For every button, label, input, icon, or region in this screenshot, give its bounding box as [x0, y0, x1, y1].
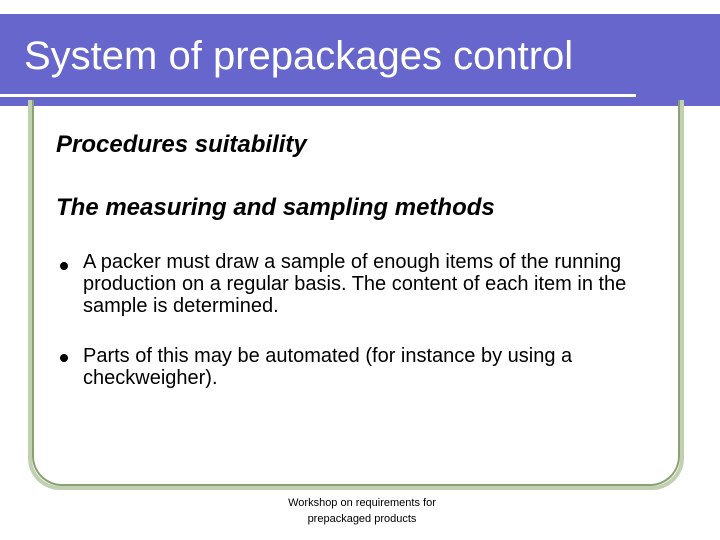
heading-procedures-suitability: Procedures suitability [56, 131, 307, 158]
slide-title: System of prepackages control [24, 34, 574, 78]
slide-footer: Workshop on requirements for prepackaged products [288, 497, 436, 525]
bullet-item: Parts of this may be automated (for instance by using a checkweigher). [83, 345, 573, 389]
title-underline [0, 94, 636, 97]
heading-measuring-sampling-methods: The measuring and sampling methods [56, 194, 495, 221]
bullet-dot-icon [60, 262, 68, 270]
bullet-item: A packer must draw a sample of enough items of the running production on a regular basis. The content of each item in the sample is determined. [83, 251, 627, 317]
bullet-dot-icon [60, 354, 68, 362]
